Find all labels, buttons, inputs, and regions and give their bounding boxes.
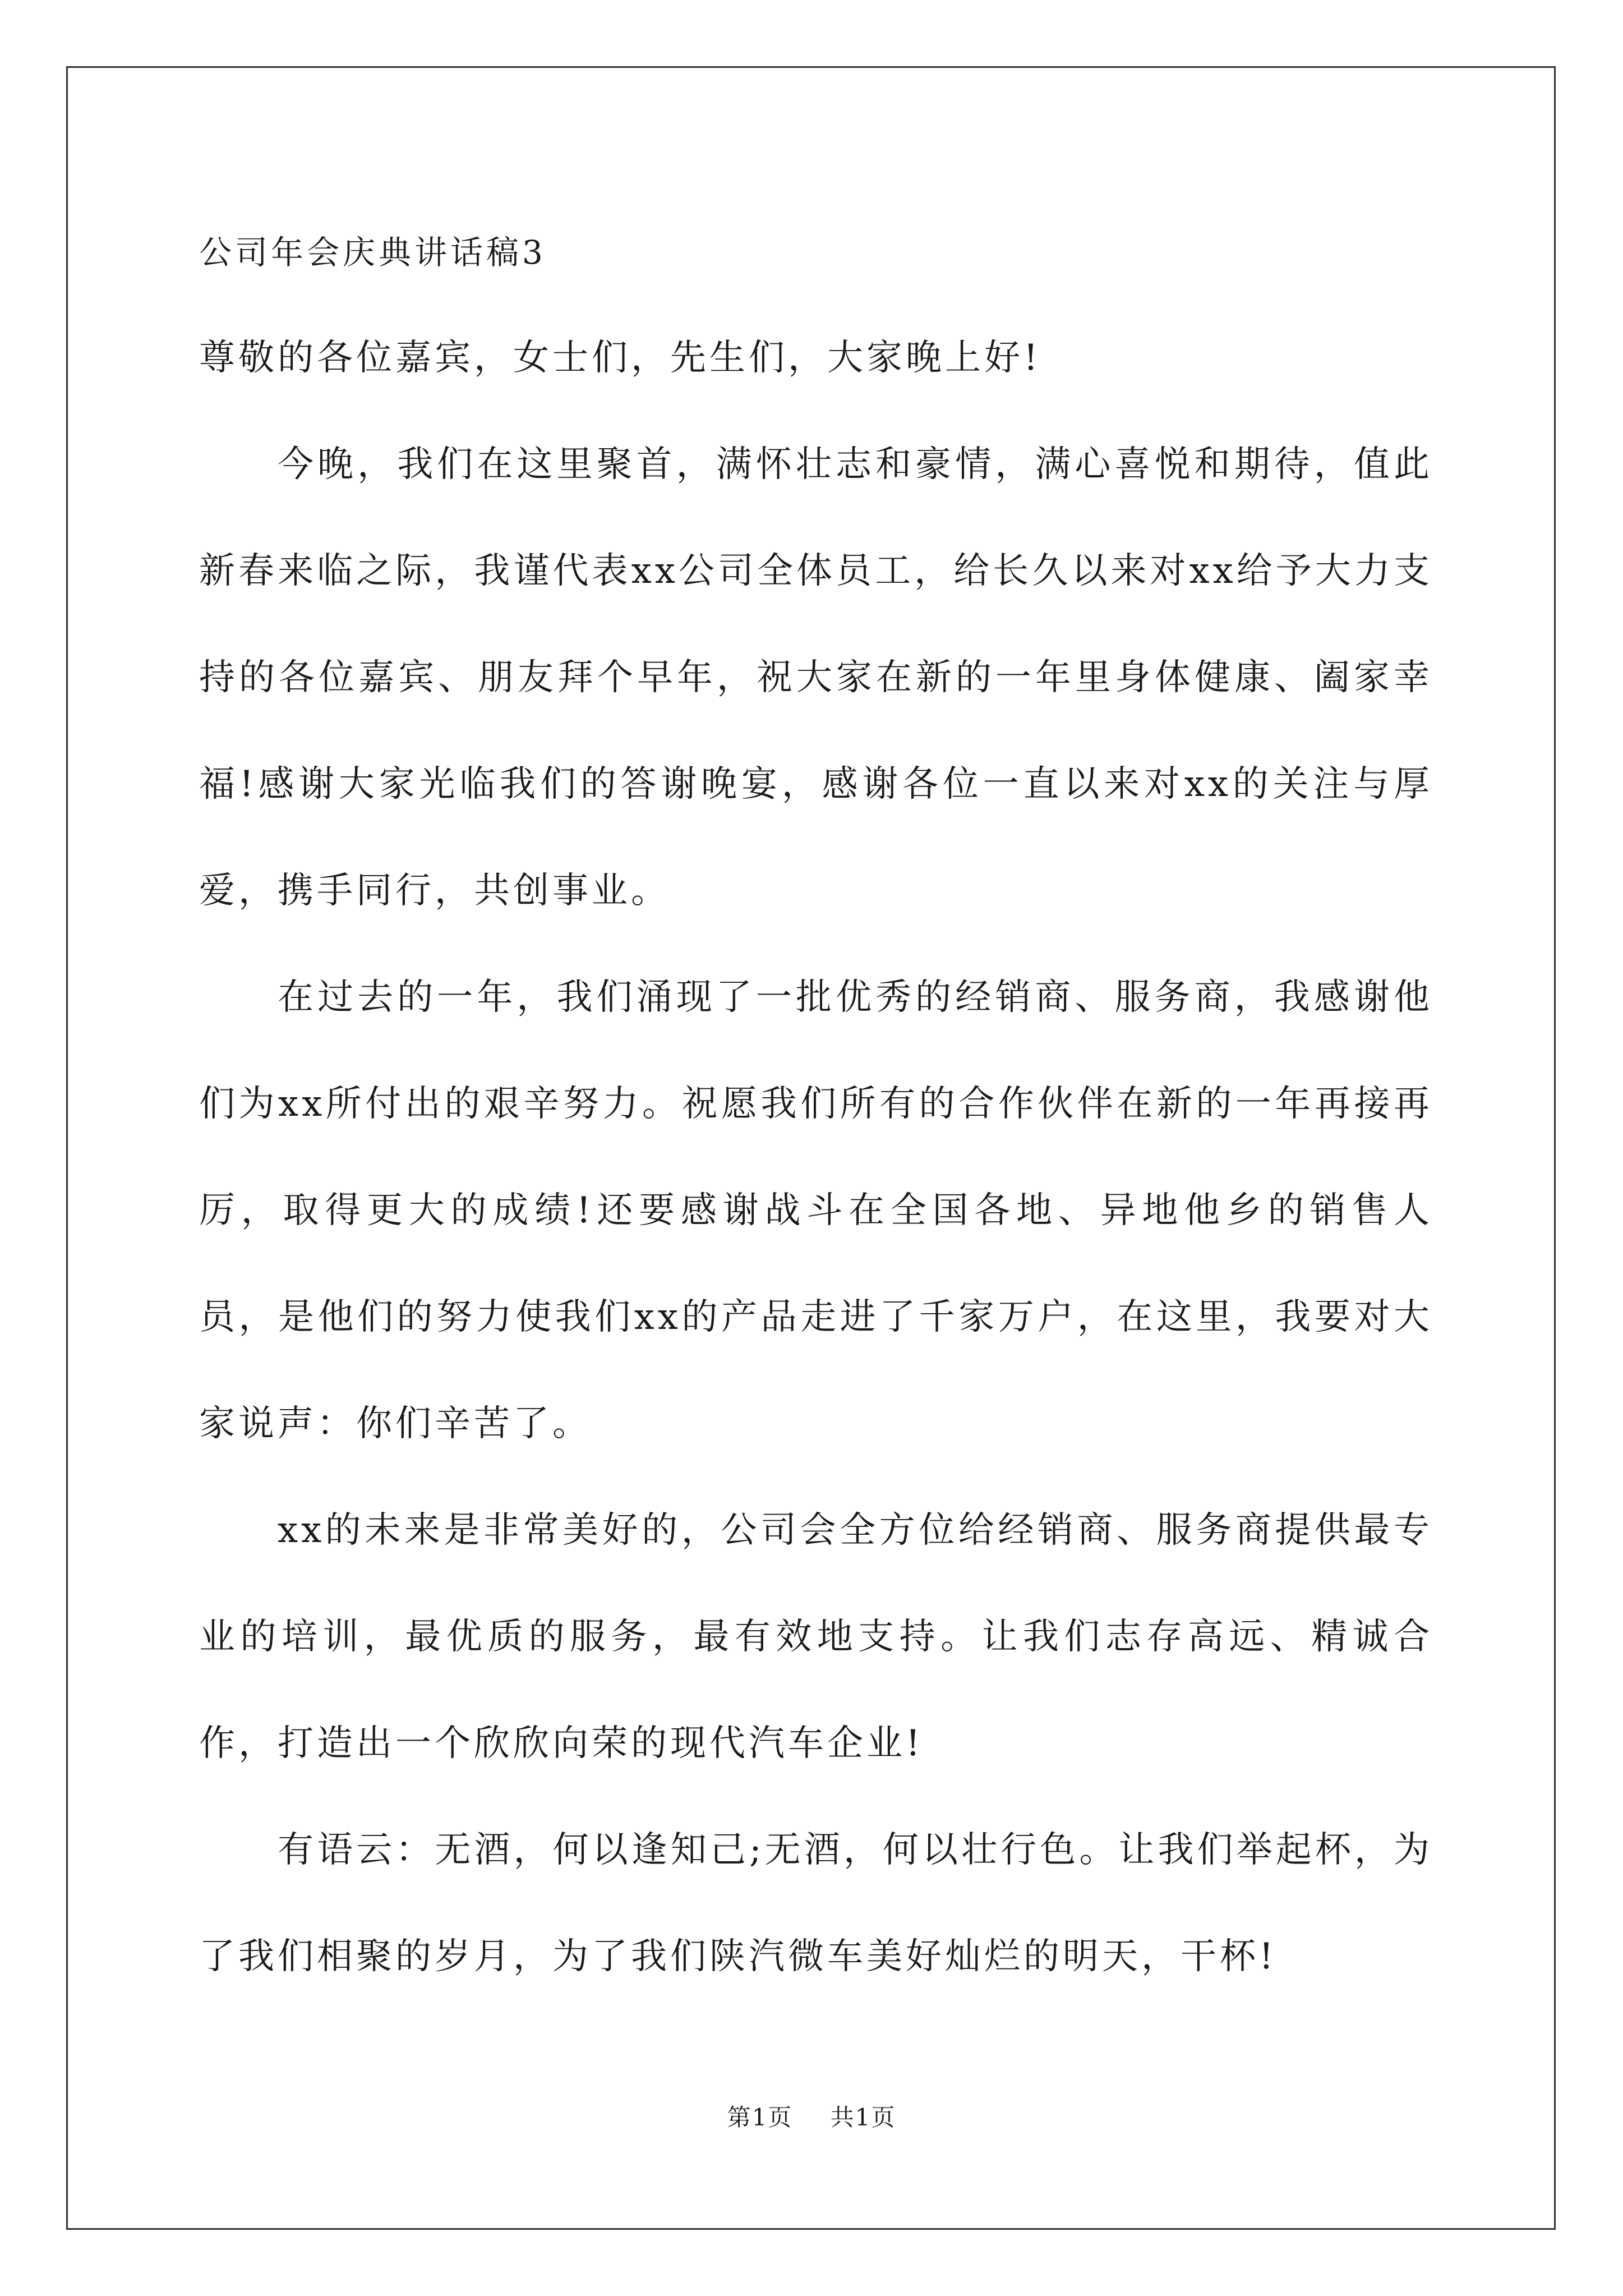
- document-title: 公司年会庆典讲话稿3: [199, 233, 546, 272]
- document-body: [199, 224, 1433, 2010]
- page-footer: [0, 2101, 1623, 2134]
- body-paragraph: 有语云：无酒，何以逢知己;无酒，何以壮行色。让我们举起杯，为了我们相聚的岁月，为了我们陕汽微车美好灿烂的明天，干杯!: [199, 1829, 1433, 1977]
- page-number: 第1页: [727, 2104, 793, 2131]
- page-total: 共1页: [830, 2104, 896, 2131]
- body-paragraph: 在过去的一年，我们涌现了一批优秀的经销商、服务商，我感谢他们为xx所付出的艰辛努力。祝愿我们所有的合作伙伴在新的一年再接再厉，取得更大的成绩!还要感谢战斗在全国各地、异地他乡的销售人员，是他们的努力使我们xx的产品走进了千家万户，在这里，我要对大家说声：你们辛苦了。: [199, 977, 1433, 1444]
- greeting-paragraph: 尊敬的各位嘉宾，女士们，先生们，大家晚上好!: [199, 337, 1041, 379]
- body-paragraph: xx的未来是非常美好的，公司会全方位给经销商、服务商提供最专业的培训，最优质的服务，最有效地支持。让我们志存高远、精诚合作，打造出一个欣欣向荣的现代汽车企业!: [199, 1510, 1433, 1764]
- body-paragraph: 今晚，我们在这里聚首，满怀壮志和豪情，满心喜悦和期待，值此新春来临之际，我谨代表xx公司全体员工，给长久以来对xx给予大力支持的各位嘉宾、朋友拜个早年，祝大家在新的一年里身体健康、阖家幸福!感谢大家光临我们的答谢晚宴，感谢各位一直以来对xx的关注与厚爱，携手同行，共创事业。: [199, 444, 1433, 912]
